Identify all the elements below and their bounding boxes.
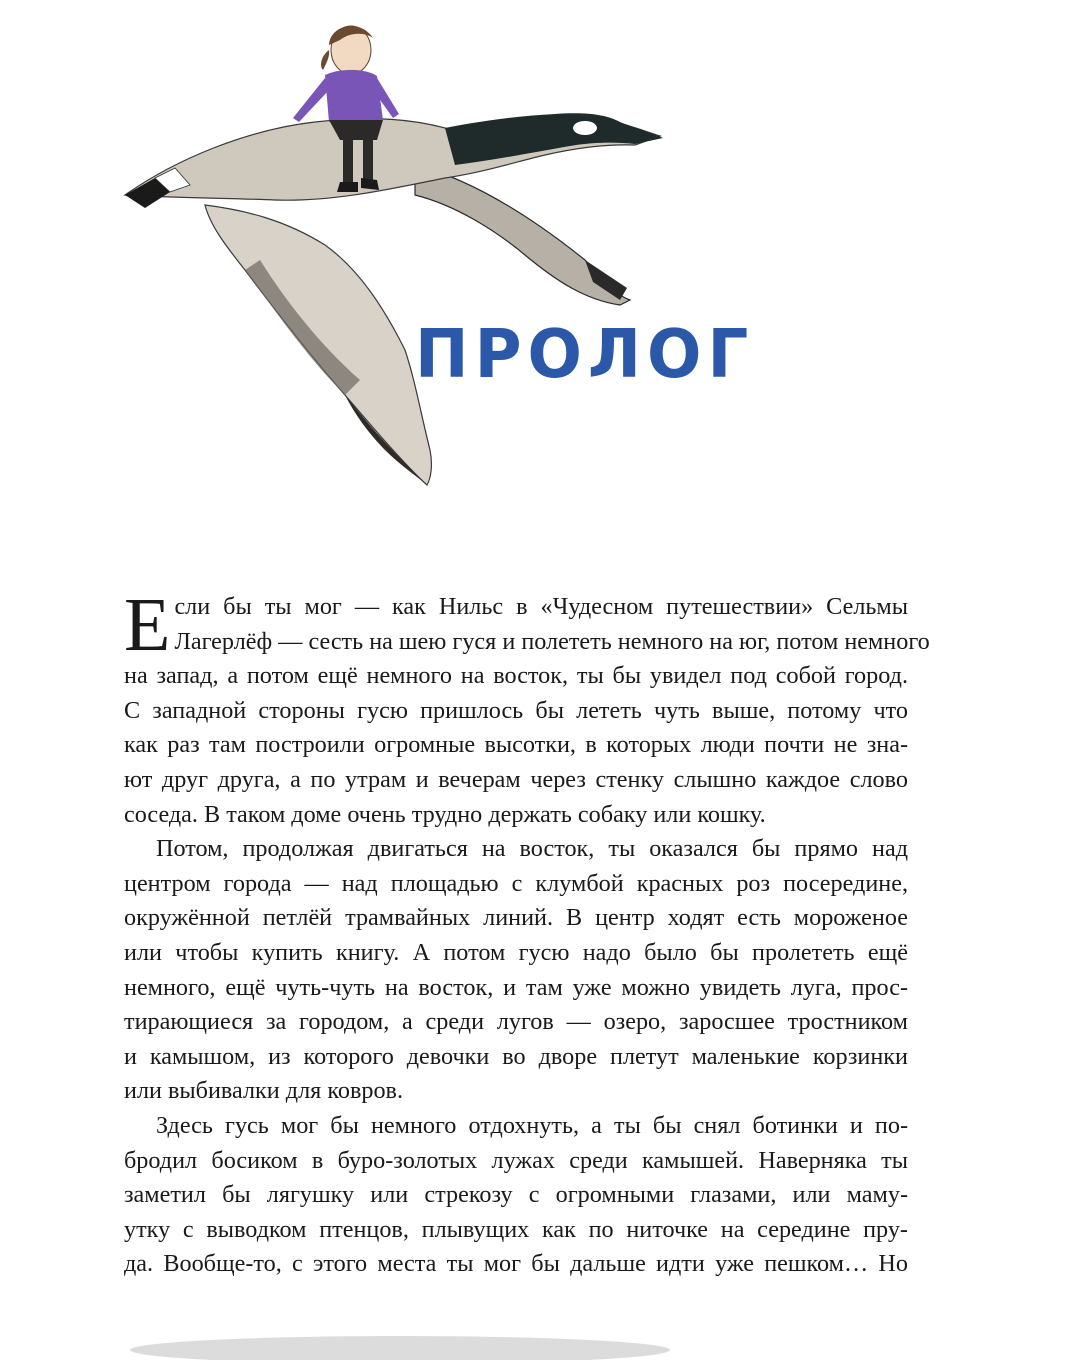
text-line: как раз там построили огромные высотки, в которых люди почти не зна- bbox=[124, 731, 908, 759]
text-line: сли бы ты мог — как Нильс в «Чудесном путешествии» Сельмы bbox=[174, 593, 908, 620]
text-line: на запад, а потом ещё немного на восток, ты бы увидел под собой город. bbox=[124, 662, 908, 690]
text-line: Лагерлёф — сесть на шею гуся и полететь немного на юг, потом немного bbox=[174, 627, 930, 655]
watercolor-shadow bbox=[120, 1320, 680, 1360]
text-line: и камышом, из которого девочки во дворе плетут маленькие корзинки bbox=[124, 1042, 908, 1070]
goose-neck bbox=[445, 113, 663, 165]
drop-cap: Е bbox=[124, 583, 171, 667]
text-line: тирающиеся за городом, а среди лугов — озеро, заросшее тростником bbox=[124, 1008, 908, 1036]
paragraph-1 bbox=[124, 583, 930, 832]
paragraph-2 bbox=[124, 832, 908, 1109]
body-text bbox=[124, 583, 930, 1282]
text-line: центром города — над площадью с клумбой красных роз посередине, bbox=[124, 869, 908, 897]
chapter-title: ПРОЛОГ bbox=[415, 316, 755, 394]
text-line: утку с выводком птенцов, плывущих как по ниточке на середине пру- bbox=[124, 1215, 908, 1243]
text-line: да. Вообще-то, с этого места ты мог бы дальше идти уже пешком… Но bbox=[124, 1250, 908, 1278]
text-line: или выбивалки для ковров. bbox=[124, 1077, 404, 1105]
text-line: бродил босиком в буро-золотых лужах среди камышей. Наверняка ты bbox=[124, 1146, 908, 1174]
text-line: соседа. В таком доме очень трудно держать собаку или кошку. bbox=[124, 800, 766, 828]
text-line: немного, ещё чуть-чуть на восток, и там уже можно увидеть луга, прос- bbox=[124, 973, 908, 1001]
text-line: заметил бы лягушку или стрекозу с огромными глазами, или маму- bbox=[124, 1181, 908, 1209]
goose-with-boy-illustration bbox=[115, 10, 675, 500]
text-line: ют друг друга, а по утрам и вечерам через стенку слышно каждое слово bbox=[124, 765, 908, 793]
text-line: С западной стороны гусю пришлось бы лететь чуть выше, потому что bbox=[124, 696, 908, 724]
text-line: окружённой петлёй трамвайных линий. В центр ходят есть мороженое bbox=[124, 904, 908, 932]
paragraph-3 bbox=[124, 1109, 908, 1282]
text-line: Здесь гусь мог бы немного отдохнуть, а ты бы снял ботинки и по- bbox=[156, 1111, 908, 1139]
text-line: или чтобы купить книгу. А потом гусю надо было бы пролететь ещё bbox=[124, 938, 908, 966]
text-line: Потом, продолжая двигаться на восток, ты оказался бы прямо над bbox=[156, 835, 908, 863]
goose-cheek bbox=[573, 121, 597, 135]
